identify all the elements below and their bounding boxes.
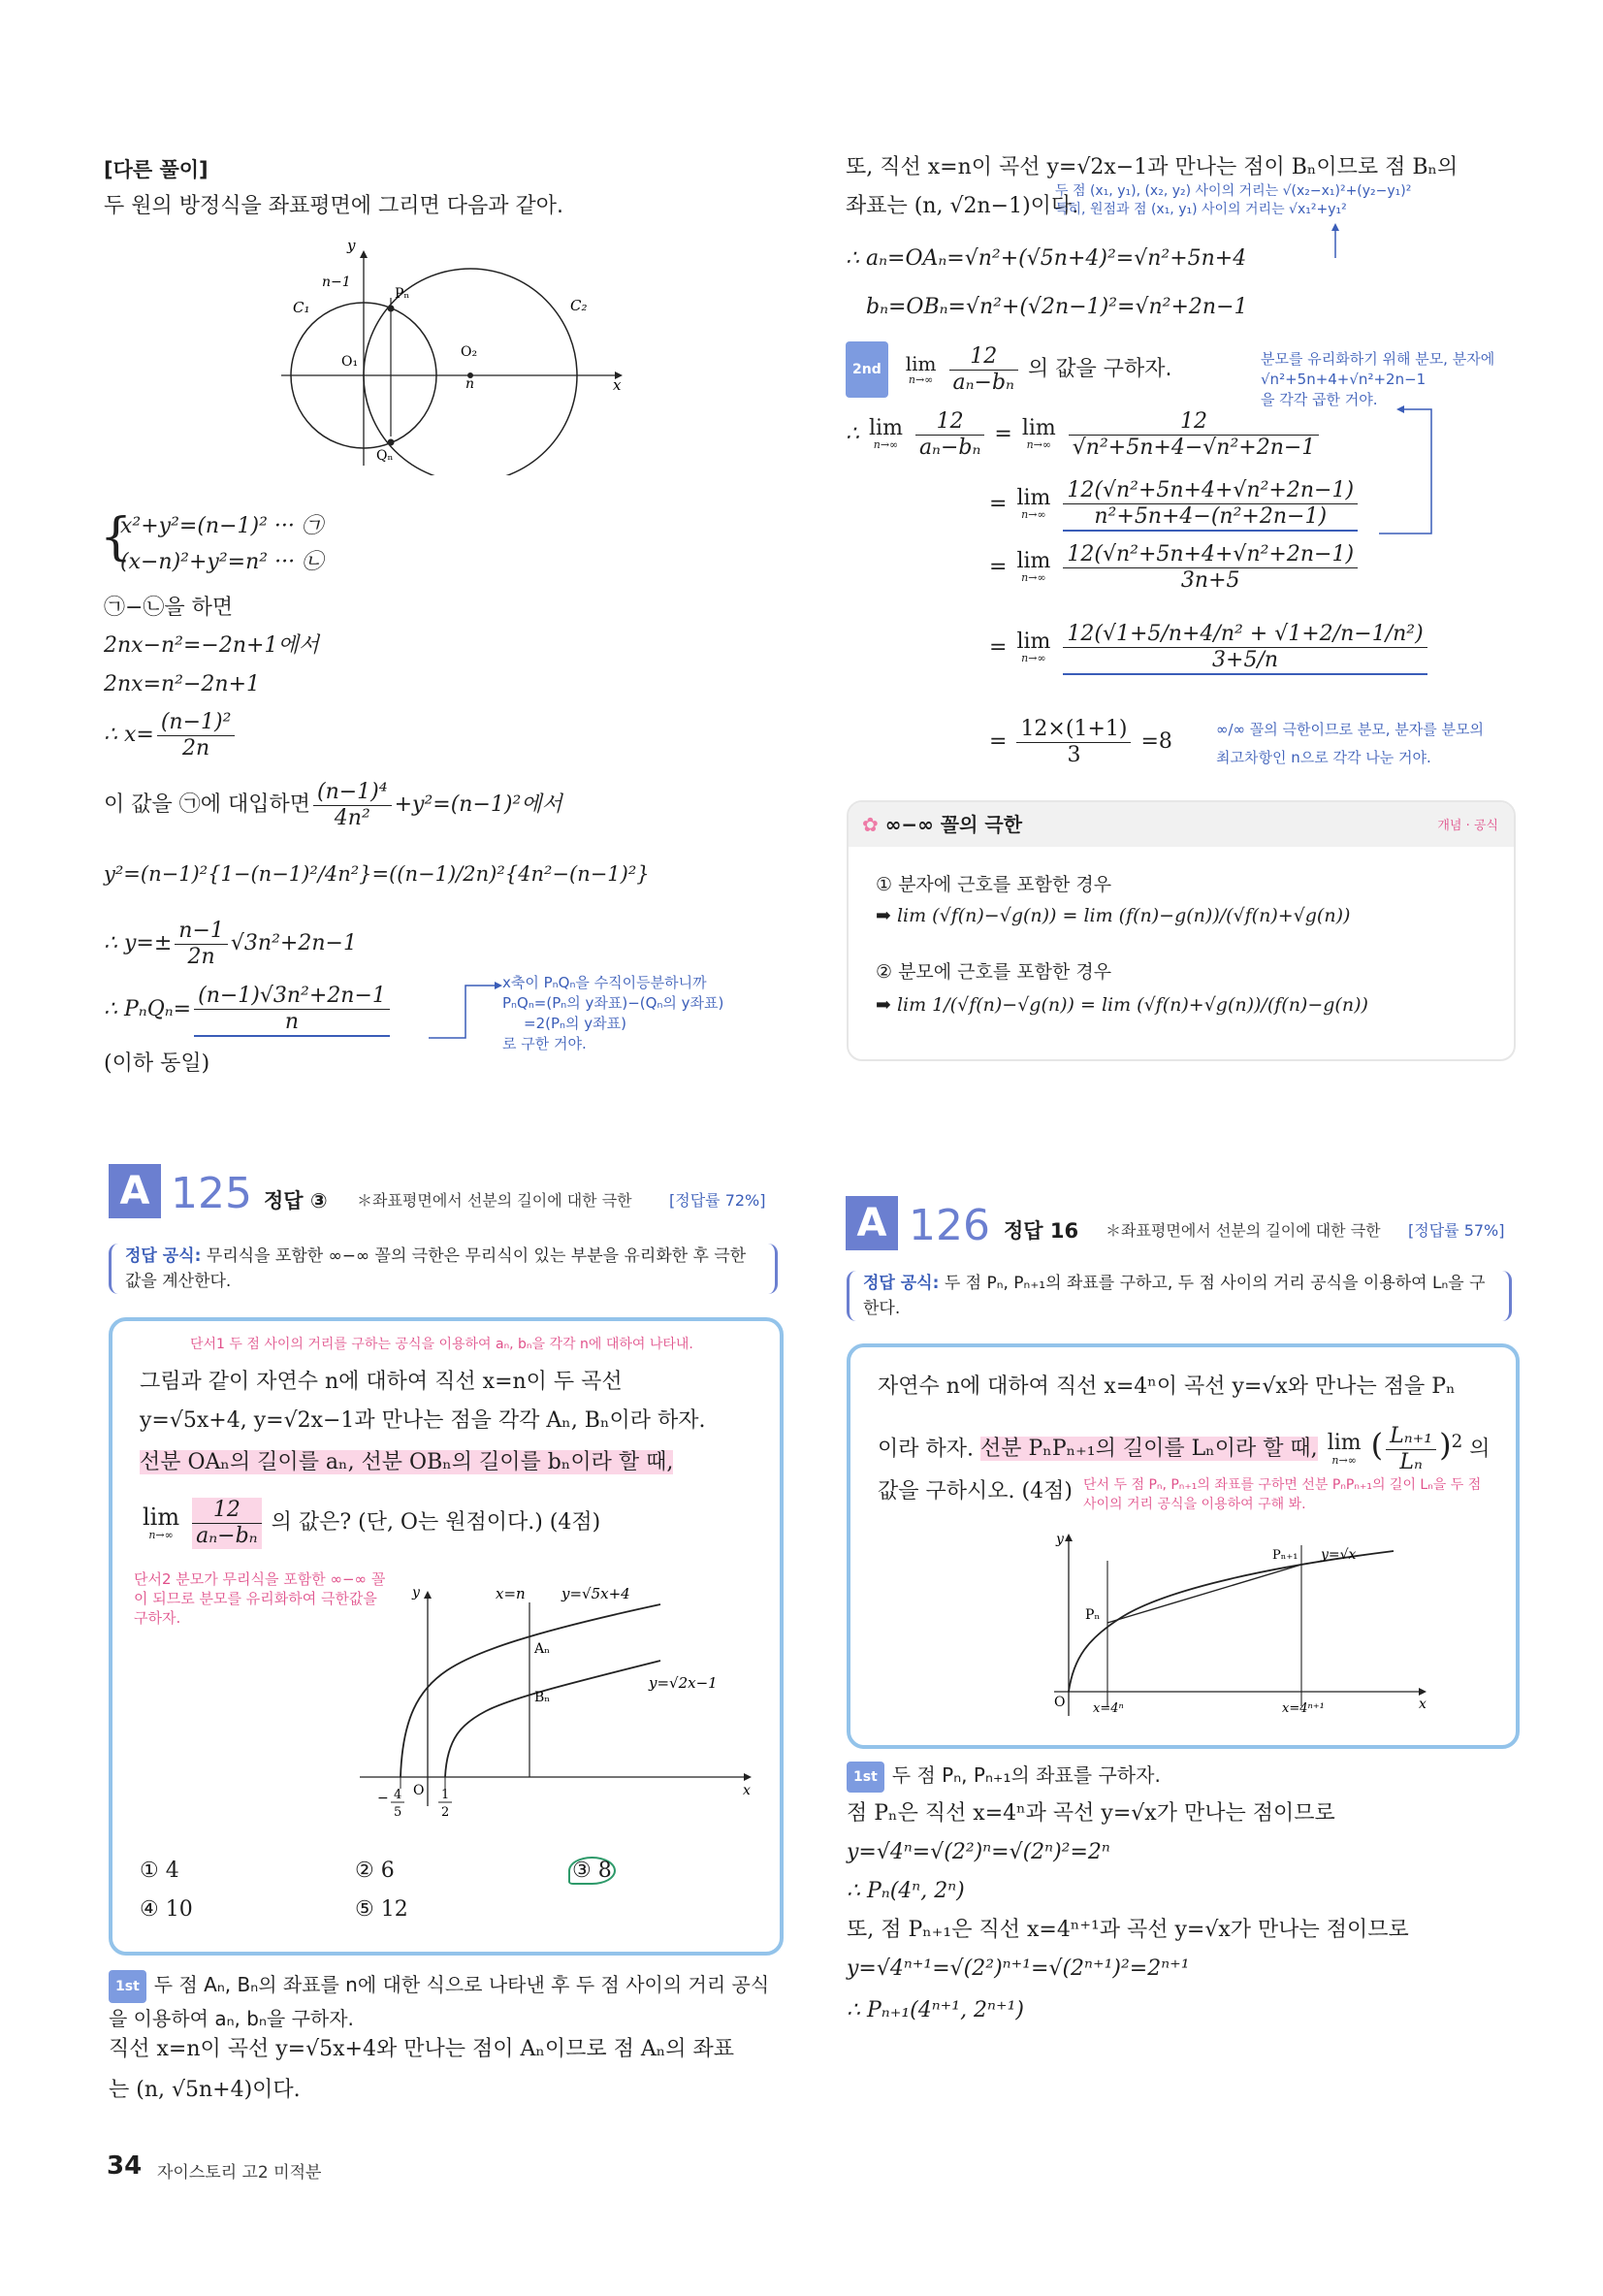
p126-s1-l4: 또, 점 Pₙ₊₁은 직선 x=4ⁿ⁺¹과 곡선 y=√x가 만나는 점이므로	[847, 1918, 1409, 1942]
svg-text:−: −	[377, 1791, 389, 1806]
choice-5[interactable]: ⑤ 12	[355, 1897, 408, 1922]
concept-1-formula: ➡ lim (√f(n)−√g(n)) = lim (f(n)−g(n))/(√f(n)+√g(n))	[876, 905, 1351, 926]
tag-1st: 1st	[847, 1762, 884, 1793]
alt-solution-title: [다른 풀이]	[104, 158, 208, 181]
note-distance-formula: 두 점 (x₁, y₁), (x₂, y₂) 사이의 거리는 √(x₂−x₁)²+(y₂−y₁)² 특히, 원점과 점 (x₁, y₁) 사이의 거리는 √x₁²+y₁²	[1055, 183, 1412, 217]
p126-s1-l1: 점 Pₙ은 직선 x=4ⁿ과 곡선 y=√x가 만나는 점이므로	[847, 1801, 1335, 1826]
r-line1: 또, 직선 x=n이 곡선 y=√2x−1과 만나는 점이 Bₙ이므로 점 Bₙ의	[846, 155, 1459, 179]
concept-2-formula: ➡ lim 1/(√f(n)−√g(n)) = lim (√f(n)+√g(n))/(f(n)−g(n))	[876, 994, 1368, 1016]
concept-box	[847, 800, 1516, 1061]
p125-q-line1: 그림과 같이 자연수 n에 대하여 직선 x=n이 두 곡선	[140, 1370, 623, 1394]
step8: ∴ PₙQₙ= $\frac{\text{(n−1)√3n²+2n−1}}{n}$	[104, 983, 393, 1037]
problem125-answer: 정답 ③	[264, 1189, 328, 1213]
svg-text:Aₙ: Aₙ	[534, 1641, 551, 1657]
fig1-y-label: y	[347, 243, 356, 254]
svg-text:Bₙ: Bₙ	[534, 1690, 551, 1705]
tag-1st: 1st	[109, 1970, 146, 2003]
note3-arrow	[1377, 398, 1445, 543]
label-c2: C₂	[570, 297, 588, 314]
calc-line-3: = lim n→∞ $\frac{\text{12(√n²+5n+4+√n²+2n−1)}}{3n+5}$	[989, 538, 1361, 597]
step9: (이하 동일)	[104, 1051, 210, 1076]
p126-s1-l3: ∴ Pₙ(4ⁿ, 2ⁿ)	[847, 1879, 965, 1903]
step2: 2nx−n²=−2n+1에서	[104, 633, 319, 658]
p125-s1-line1: 직선 x=n이 곡선 y=√5x+4와 만나는 점이 Aₙ이므로 점 Aₙ의 좌표	[109, 2037, 735, 2061]
label-n-minus-1: n−1	[322, 275, 351, 290]
note-divide-highest: ∞/∞ 꼴의 극한이므로 분모, 분자를 분모의 최고차항인 n으로 각각 나눈 거야.	[1216, 721, 1485, 766]
svg-text:x=4ⁿ⁺¹: x=4ⁿ⁺¹	[1282, 1701, 1325, 1716]
svg-text:y=√5x+4: y=√5x+4	[561, 1585, 630, 1602]
tag-2nd: 2nd	[846, 341, 888, 398]
svg-text:x=4ⁿ: x=4ⁿ	[1093, 1701, 1124, 1716]
problem125-rate: [정답률 72%]	[669, 1191, 766, 1210]
calc-line-1: ∴ lim n→∞ $\frac{12}{\text{aₙ−bₙ}}$ = lim n→∞ $\frac{12}{\text{√n²+5n+4−√n²+2n−1}}$	[846, 405, 1322, 464]
p126-s1-l5: y=√4ⁿ⁺¹=√(2²)ⁿ⁺¹=√(2ⁿ⁺¹)²=2ⁿ⁺¹	[847, 1956, 1190, 1981]
curve-sqrt-5x-4	[401, 1604, 660, 1777]
point-pn	[388, 306, 395, 312]
problem126-clue: 단서 두 점 Pₙ, Pₙ₊₁의 좌표를 구하면 선분 PₙPₙ₊₁의 길이 Lₙ을 두 점 사이의 거리 공식을 이용하여 구해 봐.	[1083, 1477, 1482, 1512]
curve-sqrt-2x-1	[445, 1661, 660, 1777]
choice-3[interactable]: ③ 8	[568, 1857, 616, 1886]
step4: ∴ x= $\frac{\text{(n−1)²}}{2n}$	[104, 708, 238, 762]
alt-intro: 두 원의 방정식을 좌표평면에 그리면 다음과 같아.	[104, 194, 563, 218]
svg-text:Pₙ: Pₙ	[1085, 1607, 1101, 1623]
note-rationalize: 분모를 유리화하기 위해 분모, 분자에 √n²+5n+4+√n²+2n−1 을 각각 곱한 거야.	[1261, 350, 1495, 408]
p125-q-line2: y=√5x+4, y=√2x−1과 만나는 점을 각각 Aₙ, Bₙ이라 하자.	[140, 1408, 706, 1433]
r-line2: 좌표는 (n, √2n−1)이다.	[846, 194, 1079, 218]
problem125-graph	[340, 1583, 767, 1816]
svg-text:x: x	[1419, 1697, 1427, 1712]
choice-1[interactable]: ① 4	[140, 1859, 179, 1883]
bn-formula: bₙ=OBₙ=√n²+(√2n−1)²=√n²+2n−1	[866, 295, 1248, 319]
calc-line-4: = lim n→∞ $\frac{\text{12(√1+5/n+4/n² + √1+2/n−1/n²)}}{3+5/n}$	[989, 619, 1430, 677]
curve-sqrt-x	[1069, 1551, 1394, 1692]
p126-q-line3: 값을 구하시오. (4점)	[878, 1479, 1073, 1504]
problem126-graph	[1044, 1532, 1432, 1726]
step7: ∴ y=± $\frac{n-1}{2n}$ √3n²+2n−1	[104, 918, 357, 969]
point-qn	[388, 439, 395, 446]
concept-1: ① 분자에 근호를 포함한 경우	[876, 874, 1112, 895]
svg-text:y=√x: y=√x	[1321, 1547, 1357, 1563]
label-o1: O₁	[341, 354, 359, 370]
svg-text:O: O	[413, 1783, 425, 1798]
calc-line-2: = lim n→∞ $\frac{\text{12(√n²+5n+4+√n²+2n−1)}}{\text{n²+5n+4−(n²+2n−1)}}$	[989, 475, 1361, 534]
problem125-clue2: 단서2 분모가 무리식을 포함한 ∞−∞ 꼴이 되므로 분모를 유리화하여 극한값을 구하자.	[134, 1570, 386, 1627]
concept-2: ② 분모에 근호를 포함한 경우	[876, 961, 1112, 983]
label-pn: Pₙ	[395, 286, 410, 302]
note-perpendicular-bisector: x축이 PₙQₙ을 수직이등분하니까 PₙQₙ=(Pₙ의 y좌표)−(Qₙ의 y좌표) =2(Pₙ의 y좌표) 로 구한 거야.	[502, 974, 724, 1052]
problem125-number: 125	[171, 1169, 252, 1218]
svg-text:x: x	[743, 1783, 751, 1798]
problem125-topic: ＊좌표평면에서 선분의 길이에 대한 극한	[357, 1191, 632, 1210]
p125-q-limit: lim n→∞ $\frac{12}{\text{aₙ−bₙ}}$ 의 값은? (단, O는 원점이다.) (4점)	[143, 1497, 601, 1548]
two-circles-figure	[262, 243, 630, 475]
problem125-box	[109, 1317, 784, 1956]
label-n: n	[465, 376, 475, 392]
problem126-answer: 정답 16	[1004, 1219, 1079, 1243]
eq1: x²+y²=(n−1)² ··· ㉠	[120, 514, 323, 538]
note1-arrow	[427, 982, 504, 1050]
label-qn: Qₙ	[376, 448, 394, 464]
svg-text:x=n: x=n	[496, 1585, 526, 1602]
step6: y²=(n−1)²{1−(n−1)²/4n²}=((n−1)/2n)²{4n²−(n−1)²}	[104, 862, 650, 886]
svg-text:y=√2x−1: y=√2x−1	[649, 1674, 718, 1692]
eq2: (x−n)²+y²=n² ··· ㉡	[120, 550, 324, 574]
choice-2[interactable]: ② 6	[355, 1859, 395, 1883]
svg-text:O: O	[1054, 1695, 1066, 1710]
system-brace: {	[100, 508, 133, 566]
problem126-formula: 정답 공식: 두 점 Pₙ, Pₙ₊₁의 좌표를 구하고, 두 점 사이의 거리 공식을 이용하여 Lₙ을 구한다.	[847, 1271, 1512, 1321]
problem126-badge: A	[846, 1196, 898, 1250]
p126-q-line1: 자연수 n에 대하여 직선 x=4ⁿ이 곡선 y=√x와 만나는 점을 Pₙ	[878, 1374, 1456, 1399]
step3: 2nx=n²−2n+1	[104, 672, 261, 696]
fig1-x-label: x	[613, 376, 622, 394]
calc-line-5: = $\frac{12\times(1+1)}{3}$ =8	[989, 716, 1172, 767]
problem125-clue1: 단서1 두 점 사이의 거리를 구하는 공식을 이용하여 aₙ, bₙ을 각각 n에 대하여 나타내.	[190, 1337, 693, 1352]
p125-s1-line2: 는 (n, √5n+4)이다.	[109, 2078, 301, 2102]
p126-step1-title: 1st 두 점 Pₙ, Pₙ₊₁의 좌표를 구하자.	[847, 1761, 1161, 1793]
page-number: 34	[107, 2151, 143, 2181]
arrow-icon: ➡	[876, 905, 897, 926]
p126-s1-l2: y=√4ⁿ=√(2²)ⁿ=√(2ⁿ)²=2ⁿ	[847, 1840, 1110, 1864]
problem125-badge: A	[109, 1164, 161, 1218]
svg-text:y: y	[1056, 1532, 1064, 1547]
step1: ㉠−㉡을 하면	[104, 596, 234, 620]
svg-text:1: 1	[441, 1788, 450, 1802]
problem126-box	[847, 1343, 1520, 1749]
svg-text:2: 2	[441, 1805, 450, 1816]
flower-icon: ✿	[862, 813, 879, 836]
book-title: 자이스토리 고2 미적분	[157, 2163, 322, 2183]
svg-text:Pₙ₊₁: Pₙ₊₁	[1272, 1548, 1298, 1563]
p126-q-line2: 이라 하자. 선분 PₙPₙ₊₁의 길이를 Lₙ이라 할 때, lim n→∞ ( $\frac{\text{Lₙ₊₁}}{\text{Lₙ}}$ )$^2$ 의	[878, 1423, 1491, 1474]
problem125-formula: 정답 공식: 무리식을 포함한 ∞−∞ 꼴의 극한은 무리식이 있는 부분을 유리화한 후 극한값을 계산한다.	[109, 1244, 778, 1294]
concept-tag: 개념 · 공식	[1437, 819, 1498, 833]
p125-step1: 1st 두 점 Aₙ, Bₙ의 좌표를 n에 대한 식으로 나타낸 후 두 점 사이의 거리 공식을 이용하여 aₙ, bₙ을 구하자.	[109, 1969, 778, 2034]
segment-ln	[1107, 1565, 1301, 1623]
p125-q-line3: 선분 OAₙ의 길이를 aₙ, 선분 OBₙ의 길이를 bₙ이라 할 때,	[140, 1450, 674, 1474]
label-c1: C₁	[293, 299, 310, 316]
svg-text:4: 4	[394, 1788, 402, 1802]
concept-title: ✿ ∞−∞ 꼴의 극한	[862, 813, 1023, 836]
an-formula: ∴ aₙ=OAₙ=√n²+(√5n+4)²=√n²+5n+4	[846, 246, 1247, 271]
problem126-topic: ＊좌표평면에서 선분의 길이에 대한 극한	[1106, 1221, 1381, 1240]
svg-text:y: y	[412, 1585, 420, 1601]
choice-4[interactable]: ④ 10	[140, 1897, 193, 1922]
p126-s1-l6: ∴ Pₙ₊₁(4ⁿ⁺¹, 2ⁿ⁺¹)	[847, 1998, 1024, 2022]
problem126-rate: [정답률 57%]	[1408, 1221, 1505, 1240]
problem126-number: 126	[909, 1201, 990, 1250]
svg-text:5: 5	[394, 1805, 402, 1816]
label-o2: O₂	[461, 344, 478, 360]
arrow-icon: ➡	[876, 994, 897, 1016]
step5: 이 값을 ㉠에 대입하면 $\frac{\text{(n−1)⁴}}{\text{4n²}}$ +y²=(n−1)²에서	[104, 779, 562, 830]
step-2nd: 2nd lim n→∞ $\frac{12}{\text{aₙ−bₙ}}$ 의 값을 구하자.	[846, 341, 1171, 398]
note2-arrow	[1314, 223, 1353, 262]
